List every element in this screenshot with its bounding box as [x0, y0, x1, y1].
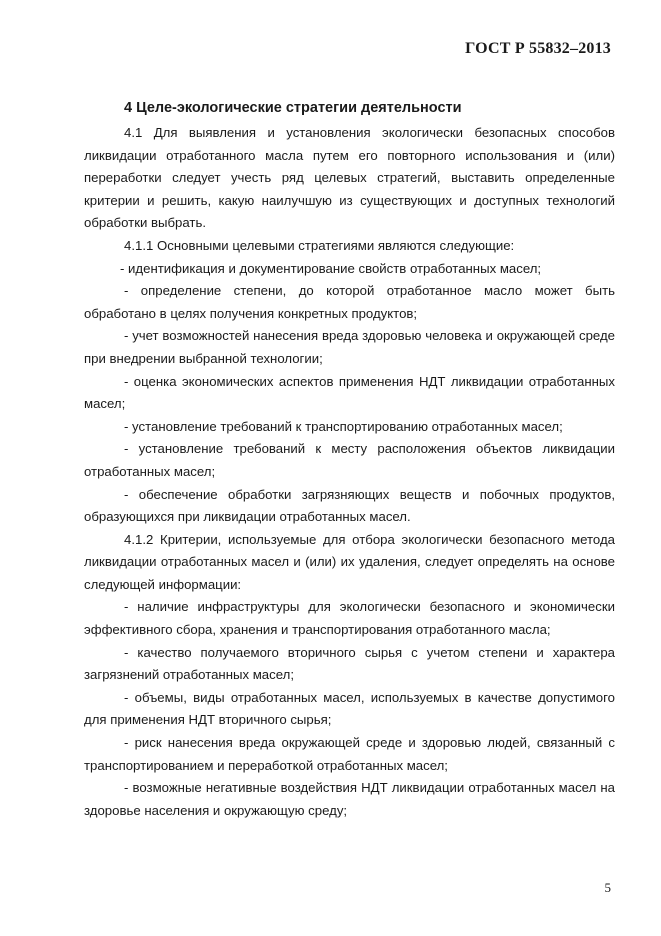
strategy-item: - идентификация и документирование свойств отработанных масел;	[120, 260, 542, 276]
strategy-item: - установление требований к месту расположения объектов ликвидации отработанных масел;	[84, 441, 615, 479]
strategy-item: - установление требований к транспортированию отработанных масел;	[124, 418, 563, 434]
strategy-item: - оценка экономических аспектов применения НДТ ликвидации отработанных масел;	[84, 373, 615, 412]
page-number: 5	[604, 880, 611, 895]
paragraph-4-1-2: 4.1.2 Критерии, используемые для отбора экологически безопасного метода ликвидации отработанных масел и (или) их удаления, следует определять на основе следующей информации:	[84, 531, 615, 592]
criteria-item: - возможные негативные воздействия НДТ ликвидации отработанных масел на здоровье населения и окружающую среду;	[84, 780, 615, 818]
criteria-item: - объемы, виды отработанных масел, используемых в качестве допустимого для применения НДТ вторичного сырья;	[84, 689, 615, 728]
paragraph-4-1-1: 4.1.1 Основными целевыми стратегиями являются следующие:	[124, 237, 515, 253]
criteria-item: - качество получаемого вторичного сырья с учетом степени и характера загрязнений отработанных масел;	[84, 644, 615, 683]
criteria-item: - наличие инфраструктуры для экологически безопасного и экономически эффективного сбора, хранения и транспортирования отработанного масла;	[84, 599, 615, 638]
page-body	[84, 98, 615, 822]
criteria-item: - риск нанесения вреда окружающей среде и здоровью людей, связанный с транспортированием и переработкой отработанных масел;	[84, 735, 615, 773]
document-code-header: ГОСТ Р 55832–2013	[465, 40, 611, 57]
strategy-item: - обеспечение обработки загрязняющих веществ и побочных продуктов, образующихся при ликвидации отработанных масел.	[84, 486, 615, 525]
strategy-item: - учет возможностей нанесения вреда здоровью человека и окружающей среде при внедрении выбранной технологии;	[84, 328, 615, 366]
paragraph-4-1: 4.1 Для выявления и установления экологически безопасных способов ликвидации отработанного масла путем его повторного использования и (или) переработки следует учесть ряд целевых стратегий, выставить определенные критерии и решить, какую наилучшую из существующих и доступных технологий обработки выбрать.	[84, 125, 615, 231]
strategy-item: - определение степени, до которой отработанное масло может быть обработано в целях получения конкретных продуктов;	[84, 283, 615, 321]
section-title: 4 Целе-экологические стратегии деятельности	[124, 100, 462, 116]
